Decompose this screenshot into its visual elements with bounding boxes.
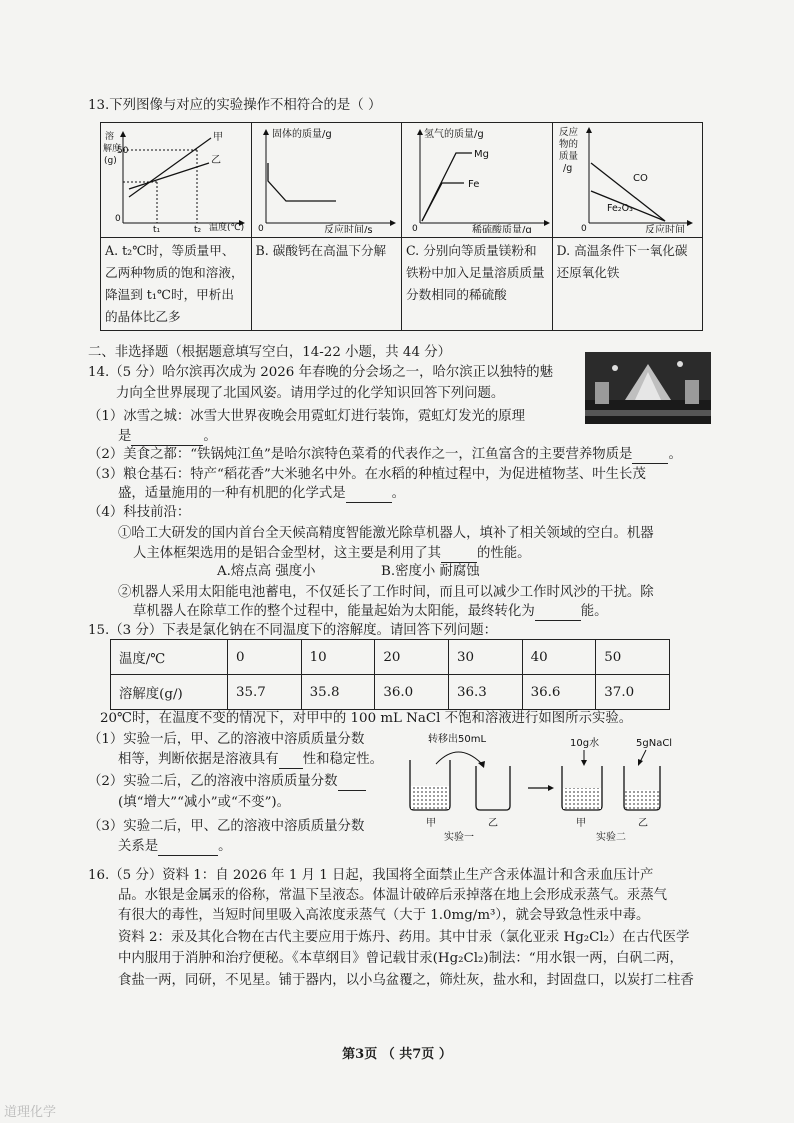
q15-p1a: （1）实验一后，甲、乙的溶液中溶质质量分数	[88, 732, 365, 747]
curve-fe	[422, 183, 464, 221]
q14-p4-2b-line	[133, 603, 608, 621]
graph-a-origin: 0	[115, 214, 121, 224]
q14-p4-2a: ②机器人采用太阳能电池蓄电，不仅延长了工作时间，而且可以减少工作时风沙的干扰。除	[118, 585, 654, 600]
graph-b-ylabel: 固体的质量/g	[271, 129, 332, 140]
q14-choice-a: A.熔点高 强度小	[217, 564, 316, 579]
graph-d	[553, 123, 703, 233]
q15-answer-2[interactable]	[338, 773, 366, 791]
temp-cell: 20	[375, 640, 449, 675]
solubility-cell: 35.7	[228, 675, 302, 710]
q14-choice-b: B.密度小 耐腐蚀	[381, 564, 480, 579]
section-2-heading: 二、非选择题（根据题意填写空白，14-22 小题，共 44 分）	[88, 345, 452, 360]
q15-answer-1[interactable]	[279, 751, 303, 769]
graph-c-ylabel: 氢气的质量/g	[424, 129, 484, 140]
q15-p2b: (填“增大”“减小”或“不变”)。	[118, 795, 291, 810]
q13-stem: 13.下列图像与对应的实验操作不相符合的是（ ）	[88, 98, 382, 113]
q16-line2: 品。水银是金属汞的俗称，常温下呈液态。体温计破碎后汞掉落在地上会形成汞蒸气。汞蒸气	[118, 888, 668, 903]
graph-a-xlabel: 温度(℃)	[209, 223, 245, 233]
q13-table	[100, 122, 703, 331]
q14-p1b: 是	[118, 429, 132, 444]
graph-b-origin: 0	[257, 224, 264, 233]
label-nacl: 5gNaCl	[636, 738, 673, 749]
q15-stem: 15.（3 分）下表是氯化钠在不同温度下的溶解度。请回答下列问题：	[88, 623, 498, 638]
graph-c-cell	[402, 123, 553, 238]
temp-cell: 0	[228, 640, 302, 675]
q16-line4: 资料 2：汞及其化合物在古代主要应用于炼丹、药用。其中甘汞（氯化亚汞 Hg₂Cl₂）在古代医学	[118, 930, 690, 945]
q14-p4-2b: 草机器人在除草工作的整个过程中，能量起始为太阳能，最终转化为	[133, 604, 535, 619]
graph-d-xlabel: 反应时间	[644, 225, 685, 233]
q15-p1b-end: 性和稳定性。	[302, 752, 384, 767]
q14-p3b-line: 盛，适量施用的一种有机肥的化学式是 。	[118, 486, 406, 501]
q14-p4-1b-line	[133, 545, 531, 563]
label-jia-1: 甲	[426, 818, 436, 829]
q14-answer-4[interactable]	[441, 545, 477, 563]
graph-a-ylabel-1: 溶	[105, 132, 115, 142]
label-exp1: 实验一	[444, 832, 474, 843]
q14-answer-3[interactable]	[346, 485, 392, 503]
solution-jia-2	[563, 788, 601, 809]
q15-p2a-line	[88, 773, 366, 791]
graph-a-t1: t₁	[153, 225, 161, 233]
label-co: CO	[632, 173, 648, 184]
solubility-cell: 35.8	[301, 675, 375, 710]
q14-answer-2[interactable]	[632, 446, 668, 464]
q16-line3: 有很大的毒性，当短时间里吸入高浓度汞蒸气（大于 1.0mg/m³），就会导致急性汞中毒。	[118, 908, 650, 923]
q15-p1b: 相等，判断依据是溶液具有	[118, 752, 279, 767]
graph-a-ylabel-3: (g)	[104, 156, 117, 166]
q14-answer-1[interactable]	[131, 428, 203, 446]
temp-header: 温度/℃	[111, 640, 228, 675]
label-yi-2: 乙	[638, 818, 648, 829]
graph-a-ytick: 50	[117, 146, 129, 156]
q14-line1: 14.（5 分）哈尔滨再次成为 2026 年春晚的分会场之一，哈尔滨正以独特的魅	[88, 365, 553, 380]
curve-mg	[422, 153, 472, 221]
label-exp2: 实验二	[596, 832, 626, 843]
q14-answer-5[interactable]	[535, 603, 581, 621]
graph-b-xlabel: 反应时间/s	[323, 225, 373, 233]
solubility-cell: 36.3	[448, 675, 522, 710]
q14-p1a: （1）冰雪之城：冰雪大世界夜晚会用霓虹灯进行装饰，霓虹灯发光的原理	[88, 409, 526, 424]
q15-intro: 20℃时，在温度不变的情况下，对甲中的 100 mL NaCl 不饱和溶液进行如图所示实验。	[100, 711, 633, 726]
solubility-cell: 36.6	[522, 675, 596, 710]
graph-b-cell	[251, 123, 402, 238]
graph-d-ylabel-1: 反应	[558, 127, 578, 138]
graph-c-xlabel: 稀硫酸质量/g	[472, 225, 532, 233]
label-transfer: 转移出50mL	[428, 734, 487, 745]
q16-line5: 中内服用于消肿和治疗便秘。《本草纲目》曾记载甘汞(Hg₂Cl₂)制法：“用水银一两，白矾二两，	[118, 951, 683, 966]
q14-p2: （2）美食之都：“铁锅炖江鱼”是哈尔滨特色菜肴的代表作之一，江鱼富含的主要营养物质是	[88, 447, 633, 462]
graph-a-t2: t₂	[194, 225, 202, 233]
q14-p1b-line: 是 。	[118, 429, 217, 444]
experiment-diagram	[400, 726, 690, 844]
option-c: C. 分别向等质量镁粉和铁粉中加入足量溶质质量分数相同的稀硫酸	[402, 238, 553, 331]
q14-p4: （4）科技前沿：	[88, 505, 191, 520]
q15-answer-3[interactable]	[158, 838, 218, 856]
label-jia-2: 甲	[576, 818, 586, 829]
graph-d-ylabel-2: 物的	[558, 139, 578, 150]
label-jia: 甲	[213, 132, 223, 143]
q14-p3b: 盛，适量施用的一种有机肥的化学式是	[118, 486, 346, 501]
curve-jia	[129, 138, 211, 197]
graph-b-line	[268, 163, 336, 201]
solubility-cell: 36.0	[375, 675, 449, 710]
q14-p2-line: （2）美食之都：“铁锅炖江鱼”是哈尔滨特色菜肴的代表作之一，江鱼富含的主要营养物质是 。	[88, 447, 682, 462]
solution-yi-2	[625, 790, 659, 809]
solubility-header: 溶解度(g/)	[111, 675, 228, 710]
graph-d-cell	[552, 123, 703, 238]
label-fe: Fe	[468, 179, 480, 190]
temp-cell: 40	[522, 640, 596, 675]
q15-p2a: （2）实验二后，乙的溶液中溶质质量分数	[88, 774, 338, 789]
q15-p3b: 关系是	[118, 839, 159, 854]
graph-a-ylabel-2: 解度	[103, 144, 122, 154]
graph-a-cell	[101, 123, 252, 238]
q14-line2: 力向全世界展现了北国风姿。请用学过的化学知识回答下列问题。	[116, 386, 505, 401]
graph-d-ylabel-3: 质量	[558, 151, 578, 162]
q14-p4-2b-end: 能。	[580, 604, 608, 619]
label-water: 10g水	[570, 738, 600, 749]
label-fe2o3: Fe₂O₃	[606, 203, 633, 214]
q14-p4-1a: ①哈工大研发的国内首台全天候高精度智能激光除草机器人，填补了相关领域的空白。机器	[118, 526, 654, 541]
temp-cell: 30	[448, 640, 522, 675]
option-a: A. t₂℃时，等质量甲、乙两种物质的饱和溶液，降温到 t₁℃时，甲析出的晶体比乙多	[101, 238, 252, 331]
label-yi: 乙	[211, 155, 221, 166]
graph-c	[402, 123, 552, 233]
watermark: 道理化学	[4, 1105, 57, 1120]
graph-c-origin: 0	[412, 224, 418, 233]
q16-line1: 16.（5 分）资料 1：自 2026 年 1 月 1 日起，我国将全面禁止生产含汞体温计和含汞血压计产	[88, 868, 654, 883]
temperature-row	[111, 640, 670, 675]
graph-d-ylabel-4: /g	[562, 163, 572, 174]
q15-p3a: （3）实验二后，甲、乙的溶液中溶质质量分数	[88, 819, 365, 834]
temp-cell: 10	[301, 640, 375, 675]
q16-line6: 食盐一两，同研，不见星。铺于器内，以小乌盆覆之，筛灶灰，盐水和，封固盘口，以炭打二柱香	[118, 973, 694, 988]
q14-p4-1b-end: 的性能。	[476, 546, 531, 561]
label-mg: Mg	[474, 149, 489, 160]
solubility-cell: 37.0	[596, 675, 670, 710]
graph-d-origin: 0	[580, 224, 587, 233]
graph-a	[101, 123, 251, 233]
beaker-yi-1	[476, 766, 510, 810]
temp-cell: 50	[596, 640, 670, 675]
q14-p3a: （3）粮仓基石：特产“稻花香”大米驰名中外。在水稻的种植过程中，为促进植物茎、叶生长茂	[88, 467, 646, 482]
harbin-photo	[585, 352, 711, 424]
solution-jia-1	[411, 786, 449, 809]
graph-b	[252, 123, 402, 233]
q15-p3b-line: 关系是 。	[118, 839, 232, 854]
page-footer: 第3页 （ 共7页 ）	[342, 1047, 452, 1062]
option-b: B. 碳酸钙在高温下分解	[251, 238, 402, 331]
option-d: D. 高温条件下一氧化碳还原氧化铁	[552, 238, 703, 331]
label-yi-1: 乙	[488, 818, 498, 829]
solubility-row	[111, 675, 670, 710]
q15-p1b-line	[118, 751, 383, 769]
solubility-table	[110, 639, 670, 710]
q14-p4-1b: 人主体框架选用的是铝合金型材，这主要是利用了其	[133, 546, 441, 561]
